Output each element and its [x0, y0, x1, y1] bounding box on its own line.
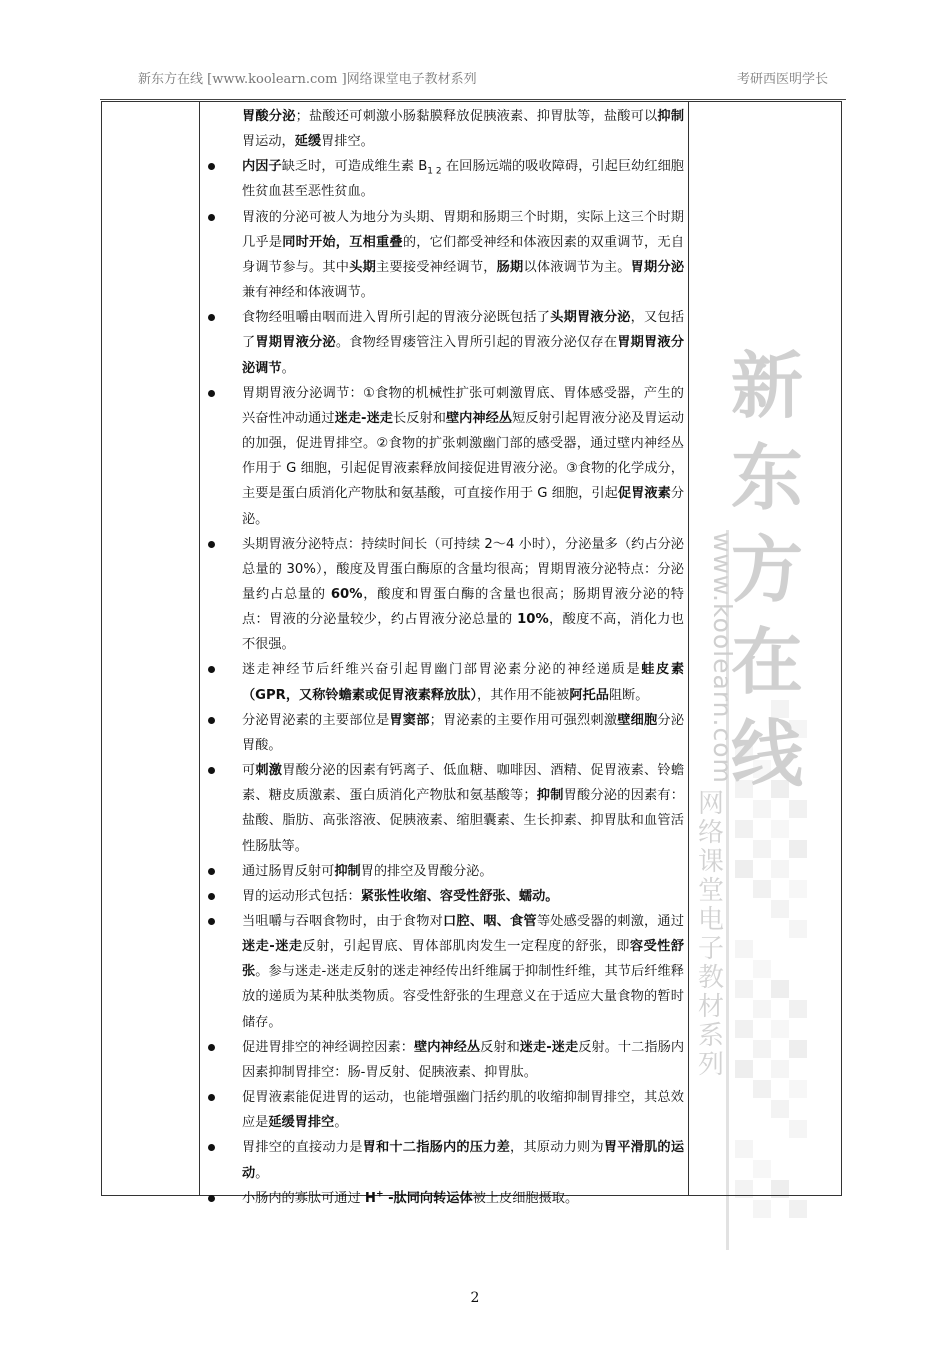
- list-item: [202, 1085, 684, 1135]
- list-item: [202, 205, 684, 306]
- bullet-icon: [208, 918, 215, 925]
- list-item-text: 胃排空的直接动力是胃和十二指肠内的压力差，其原动力则为胃平滑肌的运动。: [242, 1140, 685, 1181]
- bullet-icon: [208, 717, 215, 724]
- list-item: [202, 154, 684, 204]
- list-item-text: 促胃液素能促进胃的运动，也能增强幽门括约肌的收缩抑制胃排空，其总效应是延缓胃排空。: [242, 1090, 684, 1131]
- bullet-icon: [208, 541, 215, 548]
- checker-square: [789, 1200, 807, 1218]
- list-item: [202, 104, 684, 154]
- list-item-text: 促进胃排空的神经调控因素：壁内神经丛反射和迷走-迷走反射。十二指肠内因素抑制胃排空：肠-胃反射、促胰液素、抑胃肽。: [242, 1039, 685, 1080]
- bullet-icon: [208, 1044, 215, 1051]
- bullet-icon: [208, 314, 215, 321]
- list-item: [202, 1135, 684, 1185]
- list-item: [202, 1035, 684, 1085]
- bullet-icon: [208, 163, 215, 170]
- list-item-text: 头期胃液分泌特点：持续时间长（可持续 2～4 小时），分泌量多（约占分泌总量的 30%），酸度及胃蛋白酶原的含量均很高；胃期胃液分泌特点：分泌量约占总量的 60%，酸度和胃蛋白酶的含量也很高；肠期胃液分泌的特点：胃液的分泌量较少，约占胃液分泌总量的 10%，酸度不高，消化力也不很强。: [242, 536, 684, 653]
- watermark-brand: 新东方在线: [730, 343, 803, 796]
- list-item-text: 内因子缺乏时，可造成维生素 $B_{1 2}$ 在回肠远端的吸收障碍，引起巨幼红细胞性贫血甚至恶性贫血。: [242, 159, 684, 200]
- list-item-text: 可刺激胃酸分泌的因素有钙离子、低血糖、咖啡因、酒精、促胃液素、铃蟾素、糖皮质激素、蛋白质消化产物肽和氨基酸等；抑制胃酸分泌的因素有：盐酸、脂肪、高张溶液、促胰液素、缩胆囊素、生长抑素、抑胃肽和血管活性肠肽等。: [242, 763, 685, 854]
- list-item-text: 分泌胃泌素的主要部位是胃窦部；胃泌素的主要作用可强烈刺激壁细胞分泌胃酸。: [242, 712, 685, 753]
- page-number: 2: [470, 1290, 480, 1306]
- bullet-icon: [208, 214, 215, 221]
- list-item-text: 胃期胃液分泌调节：①食物的机械性扩张可刺激胃底、胃体感受器，产生的兴奋性冲动通过迷走-迷走长反射和壁内神经丛短反射引起胃液分泌及胃运动的加强，促进胃排空。②食物的扩张刺激幽门部的感受器，通过壁内神经丛作用于 G 细胞，引起促胃液素释放间接促进胃液分泌。③食物的化学成分，主要是蛋白质消化产物肽和氨基酸，可直接作用于 G 细胞，引起促胃液素分泌。: [242, 385, 685, 527]
- watermark-series: 网络课堂电子教材系列: [697, 789, 724, 1080]
- header-rule: [100, 99, 846, 100]
- bullet-icon: [208, 893, 215, 900]
- list-item: [202, 657, 684, 707]
- list-item-text: 通过肠胃反射可抑制胃的排空及胃酸分泌。: [242, 863, 493, 879]
- list-item: [202, 758, 684, 859]
- list-item-text: 胃液的分泌可被人为地分为头期、胃期和肠期三个时期，实际上这三个时期几乎是同时开始，互相重叠的，它们都受神经和体液因素的双重调节，无自身调节参与。其中头期主要接受神经调节，肠期以体液调节为主。胃期分泌兼有神经和体液调节。: [242, 209, 685, 301]
- table-column-divider-left: [199, 102, 200, 1195]
- header-left-text: 新东方在线 [www.koolearn.com ]网络课堂电子教材系列: [138, 72, 477, 87]
- list-item-text: 胃酸分泌；盐酸还可刺激小肠黏膜释放促胰液素、抑胃肽等，盐酸可以抑制胃运动，延缓胃排空。: [242, 109, 685, 150]
- list-item-text: 当咀嚼与吞咽食物时，由于食物对口腔、咽、食管等处感受器的刺激，通过迷走-迷走反射，引起胃底、胃体部肌肉发生一定程度的舒张，即容受性舒张。参与迷走-迷走反射的迷走神经传出纤维属于抑制性纤维，其节后纤维释放的递质为某种肽类物质。容受性舒张的生理意义在于适应大量食物的暂时储存。: [242, 914, 685, 1030]
- list-item-text: 迷走神经节后纤维兴奋引起胃幽门部胃泌素分泌的神经递质是蛙皮素（GPR，又称铃蟾素或促胃液素释放肽），其作用不能被阿托品阻断。: [242, 662, 685, 703]
- table-column-divider-right: [688, 102, 689, 1195]
- list-item: [202, 305, 684, 380]
- watermark-url: www.koolearn.com: [708, 532, 737, 784]
- list-item-text: 小肠内的寡肽可通过 H+ -肽同向转运体被上皮细胞摄取。: [242, 1189, 579, 1206]
- bullet-icon: [208, 1195, 215, 1202]
- list-item: [202, 909, 684, 1035]
- page-header: [138, 66, 828, 90]
- bullet-icon: [208, 868, 215, 875]
- bullet-icon: [208, 1094, 215, 1101]
- bullet-icon: [208, 767, 215, 774]
- list-item-text: 食物经咀嚼由咽而进入胃所引起的胃液分泌既包括了头期胃液分泌，又包括了胃期胃液分泌。食物经胃瘘管注入胃所引起的胃液分泌仅存在胃期胃液分泌调节。: [242, 310, 685, 376]
- bullet-icon: [208, 666, 215, 673]
- notes-content: [202, 104, 684, 1211]
- list-item-text: 胃的运动形式包括：紧张性收缩、容受性舒张、蠕动。: [242, 888, 559, 904]
- header-right-text: 考研西医明学长: [736, 72, 828, 87]
- checker-square: [753, 1200, 771, 1218]
- list-item: [202, 532, 684, 658]
- notes-table: [101, 101, 842, 1206]
- bullet-icon: [208, 1144, 215, 1151]
- list-item: [202, 859, 684, 884]
- list-item: [202, 884, 684, 909]
- list-item: [202, 1186, 684, 1211]
- bullet-icon: [208, 390, 215, 397]
- list-item: [202, 381, 684, 532]
- list-item: [202, 708, 684, 758]
